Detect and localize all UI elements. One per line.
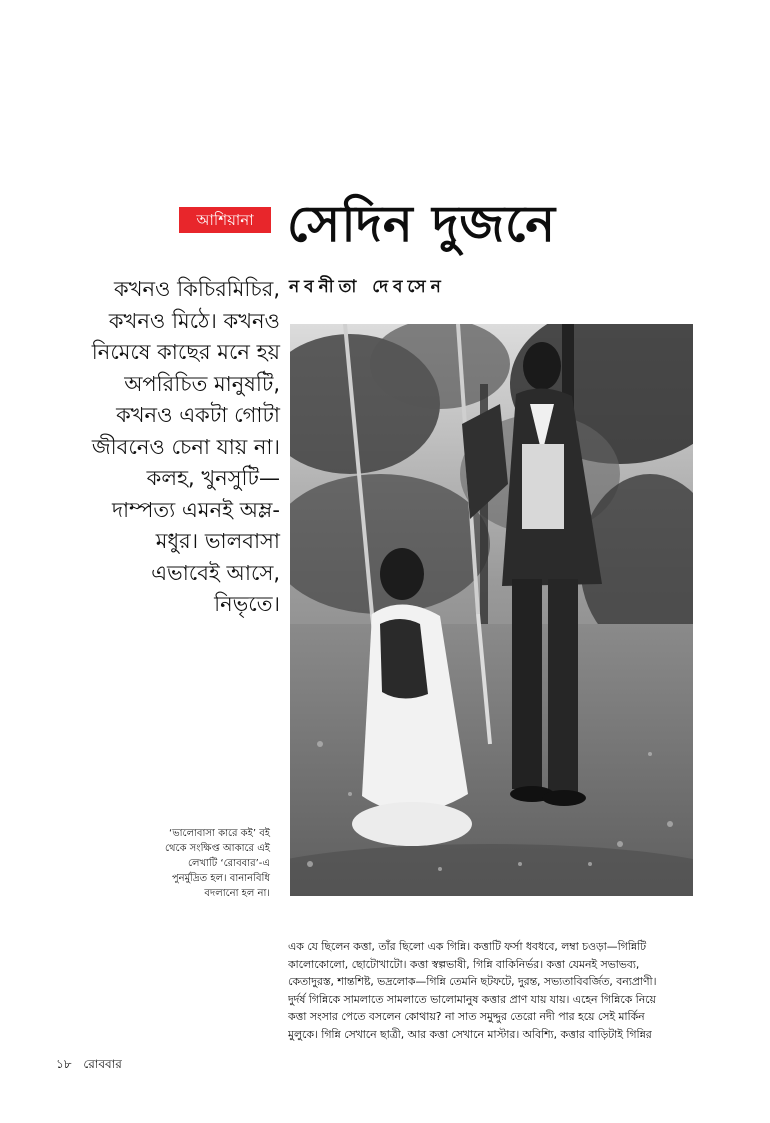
- standfirst: [40, 274, 280, 621]
- couple-on-swing-photo: [290, 324, 693, 896]
- page-number: ১৮: [56, 1057, 72, 1071]
- article-title: সেদিন দুজনে: [287, 194, 557, 253]
- standfirst-line: জীবনেও চেনা যায় না।: [91, 434, 280, 459]
- body-line: মুলুকে। গিন্নি সেখানে ছাত্রী, আর কত্তা সেখানে মাস্টার। অবিশ্যি, কত্তার বাড়িটাই গিন্নির: [288, 1027, 652, 1041]
- standfirst-line: নিমেষে কাছের মনে হয়: [91, 340, 280, 364]
- standfirst-line: নিভৃতে।: [214, 592, 280, 616]
- caption-line: বদলানো হল না।: [204, 888, 270, 899]
- standfirst-line: মধুর। ভালবাসা: [155, 529, 280, 553]
- section-tag: আশিয়ানা: [179, 207, 271, 233]
- standfirst-line: কলহ, খুনসুটি—: [146, 466, 280, 490]
- caption-line: ‘ভালোবাসা কারে কই’ বই: [169, 828, 270, 839]
- standfirst-line: দাম্পত্য এমনই অম্ল-: [111, 497, 280, 522]
- photo-caption: [140, 826, 270, 901]
- body-line: কালোকোলো, ছোটোখাটো। কত্তা স্বল্পভাষী, গিন্নি বাকিনির্ভর। কত্তা যেমনই সভাভব্য,: [288, 957, 640, 971]
- publication-name: রোববার: [83, 1057, 122, 1071]
- standfirst-line: অপরিচিত মানুষটি,: [124, 371, 280, 396]
- body-line: কত্তা সংসার পেতে বসলেন কোথায়? না সাত সমুদ্দুর তেরো নদী পার হয়ে সেই মার্কিন: [288, 1010, 645, 1023]
- caption-line: থেকে সংক্ষিপ্ত আকারে এই: [164, 843, 270, 854]
- author-byline: নবনীতা দেবসেন: [289, 277, 446, 297]
- article-body: [288, 938, 694, 1043]
- caption-line: লেখাটি ‘রোববার’-এ: [187, 858, 270, 869]
- standfirst-line: কখনও কিচিরমিচির,: [114, 277, 280, 301]
- caption-line: পুনর্মুদ্রিত হল। বানানবিধি: [171, 873, 270, 884]
- body-line: এক যে ছিলেন কত্তা, তাঁর ছিলো এক গিন্নি। কত্তাটি ফর্সা ধবধবে, লম্বা চওড়া—গিন্নিটি: [288, 940, 646, 953]
- body-line: দুর্দর্ষ গিন্নিকে সামলাতে সামলাতে ভালোমানুষ কত্তার প্রাণ যায় যায়। এহেন গিন্নিকে নিয়ে: [288, 992, 656, 1006]
- body-line: কেতাদুরস্ত, শান্তশিষ্ট, ভদ্রলোক—গিন্নি তেমনি ছটফটে, দুরন্ত, সভ্যতাবিবর্জিত, বন্যপ্রাণী।: [288, 975, 657, 988]
- photo-illustration: [290, 324, 693, 896]
- standfirst-line: এভাবেই আসে,: [151, 560, 280, 585]
- standfirst-line: কখনও মিঠে। কখনও: [108, 308, 280, 333]
- standfirst-line: কখনও একটা গোটা: [116, 403, 280, 427]
- page-footer: [56, 1055, 130, 1073]
